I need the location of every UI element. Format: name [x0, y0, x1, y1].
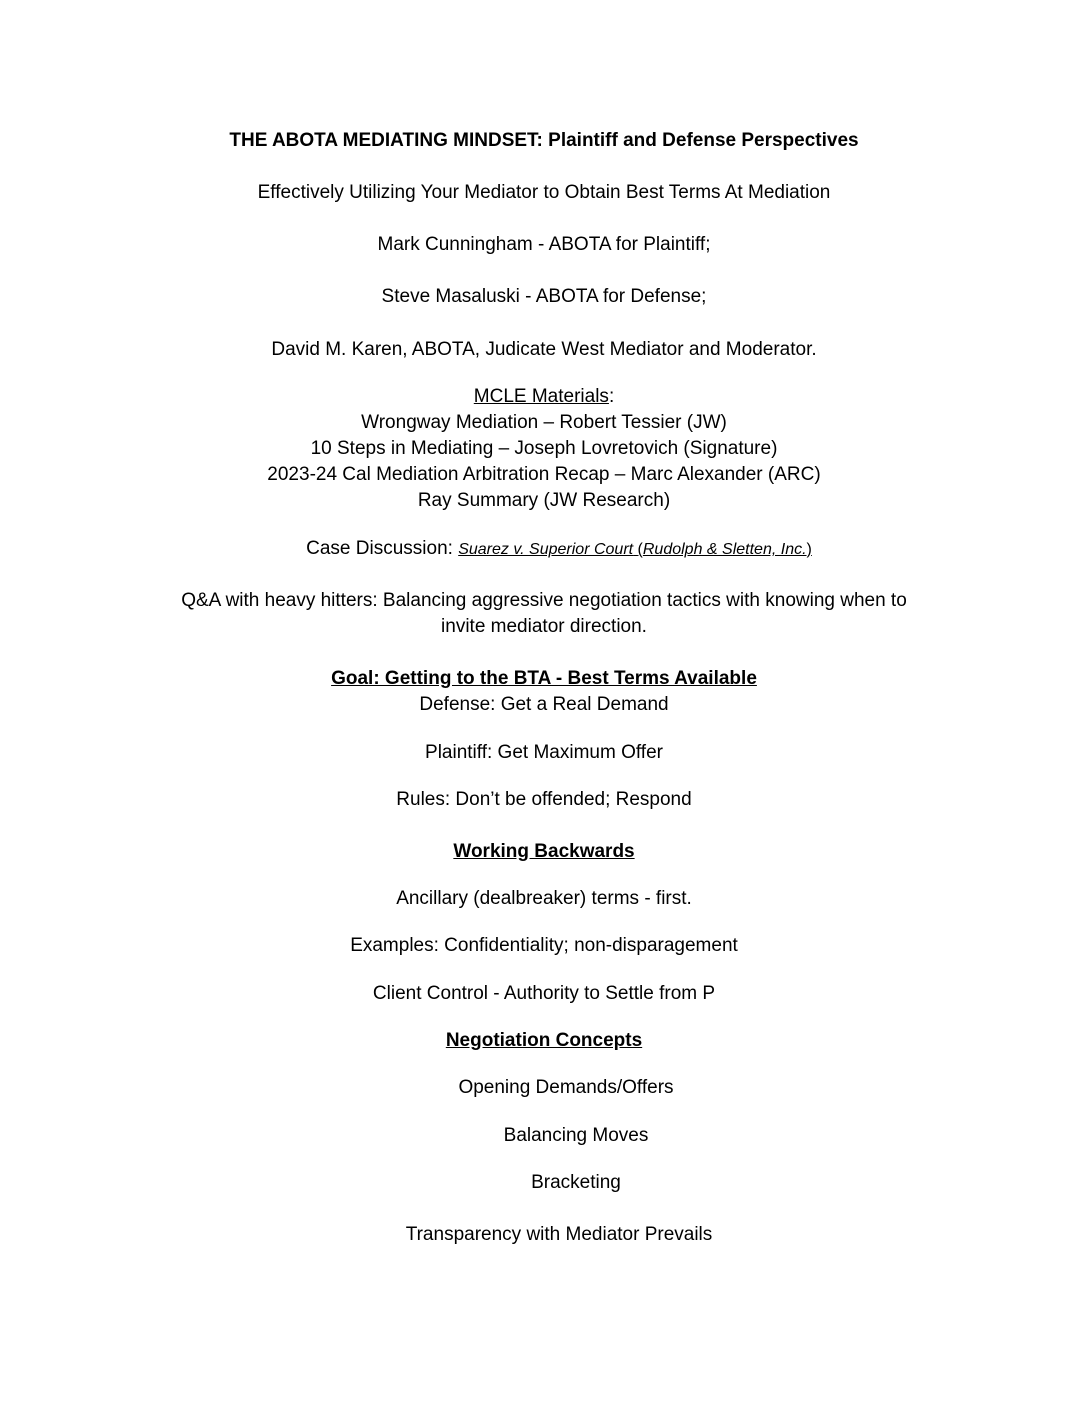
negotiation-item: Transparency with Mediator Prevails — [405, 1224, 713, 1245]
mcle-item: 10 Steps in Mediating – Joseph Lovretovich (Signature) — [310, 438, 778, 459]
case-name: Suarez v. Superior Court — [458, 541, 634, 558]
case-close-paren: ) — [806, 541, 812, 558]
document-title: THE ABOTA MEDIATING MINDSET: Plaintiff and Defense Perspectives — [229, 130, 859, 151]
working-backwards-item: Ancillary (dealbreaker) terms - first. — [396, 888, 692, 909]
goal-item: Defense: Get a Real Demand — [419, 694, 669, 715]
goal-item: Plaintiff: Get Maximum Offer — [425, 742, 663, 763]
qa-line-2: invite mediator direction. — [441, 616, 647, 637]
qa-line-1: Q&A with heavy hitters: Balancing aggressive negotiation tactics with knowing when to — [181, 590, 907, 611]
working-backwards-heading: Working Backwards — [453, 841, 635, 862]
negotiation-item: Opening Demands/Offers — [458, 1077, 674, 1098]
goal-heading: Goal: Getting to the BTA - Best Terms Available — [331, 668, 757, 689]
goal-item: Rules: Don’t be offended; Respond — [396, 789, 692, 810]
negotiation-item: Bracketing — [531, 1172, 621, 1193]
case-discussion — [0, 536, 1088, 563]
case-discussion-label: Case Discussion: — [306, 538, 453, 559]
mcle-heading-text: MCLE Materials — [473, 386, 609, 407]
speaker-plaintiff: Mark Cunningham - ABOTA for Plaintiff; — [377, 234, 711, 255]
mcle-item: 2023-24 Cal Mediation Arbitration Recap – Marc Alexander (ARC) — [267, 464, 821, 485]
case-citation — [458, 541, 812, 558]
mcle-item: Ray Summary (JW Research) — [417, 490, 671, 511]
working-backwards-item: Client Control - Authority to Settle from P — [372, 983, 716, 1004]
case-open-paren: ( — [637, 541, 643, 558]
document-subtitle: Effectively Utilizing Your Mediator to Obtain Best Terms At Mediation — [257, 182, 831, 203]
mcle-heading-colon: : — [608, 386, 615, 407]
negotiation-heading: Negotiation Concepts — [445, 1030, 643, 1051]
speaker-defense: Steve Masaluski - ABOTA for Defense; — [381, 286, 707, 307]
mcle-heading — [0, 384, 1088, 410]
mcle-item: Wrongway Mediation – Robert Tessier (JW) — [361, 412, 727, 433]
speaker-moderator: David M. Karen, ABOTA, Judicate West Mediator and Moderator. — [271, 339, 817, 360]
case-party: Rudolph & Sletten, Inc. — [642, 541, 807, 558]
working-backwards-item: Examples: Confidentiality; non-disparagement — [350, 935, 738, 956]
negotiation-item: Balancing Moves — [503, 1125, 649, 1146]
